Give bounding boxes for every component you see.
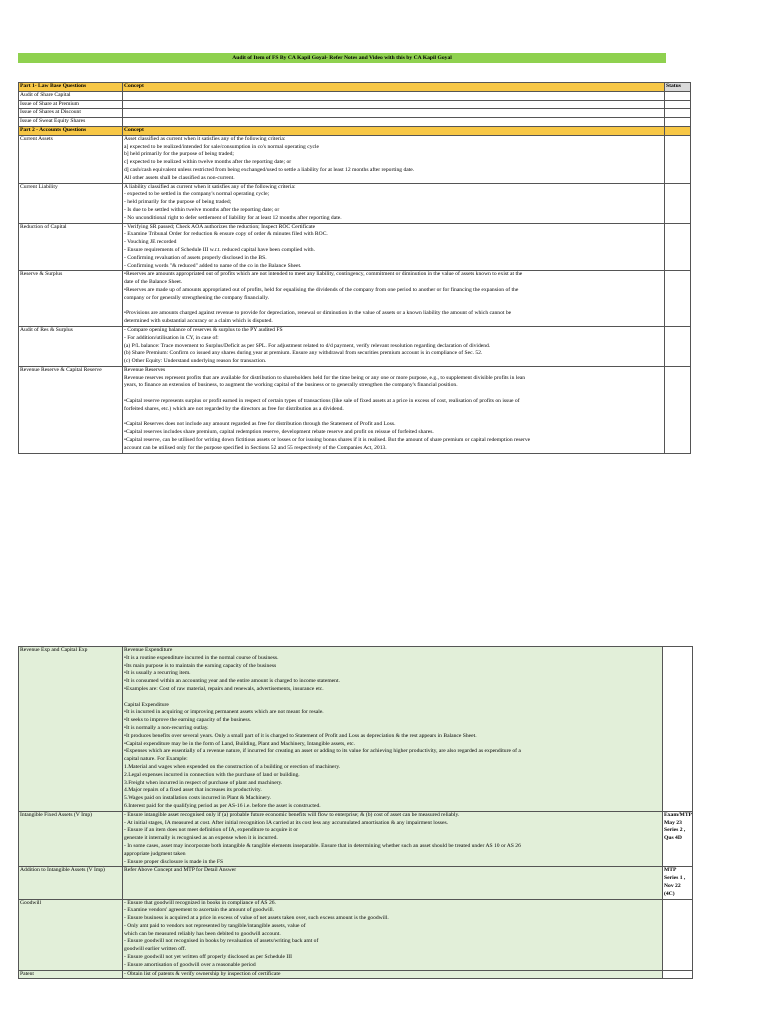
part2-header-row (19, 126, 691, 135)
concept-cell (123, 118, 665, 127)
status-cell (663, 899, 693, 970)
concept-line: d] cash/cash equivalent unless restricted from being exchanged/used to settle a liability for at least 12 months after reporting date. (124, 166, 415, 173)
status-cell (663, 970, 693, 979)
concept-line: •It is normally a non-recurring outlay. (124, 724, 209, 731)
concept-line: a] expected to be realized/intended for sale/consumption in co's normal operating cycle (124, 143, 320, 150)
part1-header: Part 1- Law Base Questions (19, 83, 123, 92)
status-cell (665, 183, 691, 223)
concept-line: - Confirming revaluation of assets properly disclosed in the BS. (124, 254, 267, 261)
status-cell (665, 223, 691, 271)
concept-line: 1.Material and wages when expended on the construction of a building or erection of machinery. (124, 763, 341, 770)
concept-line: date of the Balance Sheet. (124, 279, 183, 286)
topic-cell: Audit of Res & Surplus (19, 326, 123, 366)
table-row (19, 326, 691, 366)
concept-line: 6.Interest paid for the qualifying period as per AS-16 i.e. before the asset is constructed. (124, 802, 321, 809)
status-header: Status (665, 83, 691, 92)
table-row (19, 970, 693, 979)
concept-line: years, to finance an extension of business, to augment the working capital of the business or to generally strengthen the company's financial position. (124, 382, 458, 389)
concept-line: forfeited shares, etc.) which are not regarded by the directors as free for distribution as a dividend. (124, 405, 344, 412)
concept-line: capital nature. For Example: (124, 756, 188, 763)
topic-cell: Current Liability (19, 183, 123, 223)
concept-line: - expected to be settled in the company's normal operating cycle; (124, 191, 270, 198)
concept-line: •It is incurred in acquiring or improving permanent assets which are not meant for resale. (124, 709, 324, 716)
concept-line: Capital Expenditure (124, 701, 169, 708)
concept-line: - Ensure requirements of Schedule III w.r.t. reduced capital have been complied with. (124, 246, 315, 253)
status-cell (663, 647, 693, 812)
concept-line: - Ensure goodwill not yet written off properly disclosed as per Schedule III (124, 954, 292, 961)
concept-line: goodwill earlier written off. (124, 946, 187, 953)
accounts-questions-table (18, 82, 691, 454)
status-header (665, 126, 691, 135)
concept-line: •Examples are: Cost of raw material, repairs and renewals, advertisements, insurance etc. (124, 685, 324, 692)
concept-line: •Capital expenditure may be in the form of Land, Building, Plant and Machinery, Intangible assets, etc. (124, 740, 355, 747)
concept-line: - Ensure amortisation of goodwill over a reasonable period (124, 961, 256, 968)
status-cell: MTP Series 1 , Nov 22 (4C) (663, 867, 693, 899)
concept-line: •Its main purpose is to maintain the earning capacity of the business (124, 662, 277, 669)
concept-line: •Provisions are amounts charged against revenue to provide for depreciation, renewal or diminution in the value of assets or a known liability the amount of which cannot be (124, 310, 512, 317)
concept-line: •Capital Reserves does not include any amount regarded as free for distribution through the Statement of Profit and Loss. (124, 421, 396, 428)
concept-line: •Capital reserve represents surplus or profit earned in respect of certain types of transactions (like sale of fixed assets at a price in excess of cost, realisation of profits on issue of (124, 398, 520, 405)
table-row (19, 183, 691, 223)
concept-line: - For addition/utilisation in CY, in case of: (124, 334, 219, 341)
concept-cell (123, 366, 665, 453)
concept-line: •It is a routine expenditure incurred in the normal course of business. (124, 654, 279, 661)
concept-line: - Ensure proper disclosure is made in the FS (124, 858, 224, 865)
table-row (19, 109, 691, 118)
concept-line: - Ensure if an item does not meet definition of IA, expenditure to acquire it or (124, 827, 298, 834)
concept-line: •Reserves are made up of amounts appropriated out of profits, held for equalising the dividends of the company from one period to another or for financing the expansion of the (124, 286, 519, 293)
concept-line: Revenue Expenditure (124, 647, 173, 653)
concept-line: - Obtain list of patents & verify ownership by inspection of certificate (124, 970, 281, 977)
concept-line: (a) P/L balance: Trace movement to Surplus/Deficit as per SPL. For adjustment related to d/d payment, verify relevant resolution regarding declaration of dividend. (124, 342, 491, 349)
concept-line: account can be utilised only for the purpose specified in Sections 52 and 55 respectively of the Companies Act, 2013. (124, 444, 387, 451)
topic-cell: Patent (19, 970, 123, 979)
topic-cell: Issue of Sweat Equity Shares (19, 118, 123, 127)
concept-cell (123, 135, 665, 183)
document-title: Audit of Item of FS By CA Kapil Goyal- Refer Notes and Video with this by CA Kapil Goyal (18, 53, 666, 63)
table-row (19, 271, 691, 327)
status-cell (665, 271, 691, 327)
concept-line: Refer Above Concept and MTP for Detail Answer (124, 867, 237, 874)
concept-cell (123, 811, 663, 867)
table-row (19, 91, 691, 100)
concept-line: - Vouching JE recorded (124, 239, 177, 246)
topic-cell: Issue of Share at Premium (19, 100, 123, 109)
concept-cell (123, 183, 665, 223)
concept-cell (123, 271, 665, 327)
table-row (19, 899, 693, 970)
concept-cell (123, 899, 663, 970)
status-cell (665, 100, 691, 109)
concept-line: •It is usually a recurring item. (124, 670, 191, 677)
concept-line: generate it internally is recognised as an expense when it is incurred. (124, 835, 278, 842)
concept-line: •Capital reserves includes share premium, capital redemption reserve, development rebate reserve and profit on reissue of forfeited shares. (124, 429, 434, 436)
concept-line: All other assets shall be classified as non-current. (124, 174, 235, 181)
table-row (19, 366, 691, 453)
topic-cell: Reduction of Capital (19, 223, 123, 271)
concept-line: Revenue Reserves (124, 366, 166, 373)
concept-line: b] held primarily for the purpose of being traded; (124, 151, 234, 158)
concept-line: - Examine vendors' agreement to ascertain the amount of goodwill. (124, 907, 275, 914)
concept-line: - Verifying SR passed; Check AOA authorizes the reduction; Inspect ROC Certificate (124, 223, 316, 230)
table-row (19, 867, 693, 899)
status-cell (665, 91, 691, 100)
concept-cell (123, 867, 663, 899)
concept-line: determined with substantial accuracy or a claim which is disputed. (124, 318, 273, 325)
concept-line: •Capital reserve, can be utilised for writing down fictitious assets or losses or for issuing bonus shares if it is realised. But the amount of share premium or capital redemption reserve (124, 437, 531, 444)
concept-line: - Ensure intangible asset recognised only if (a) probable future economic benefits will flow to enterprise; & (b) cost of asset can be measured reliably. (124, 811, 460, 818)
concept-line: Asset classified as current when it satisfies any of the following criteria: (124, 135, 286, 142)
topic-cell: Issue of Shares at Discount (19, 109, 123, 118)
concept-cell (123, 326, 665, 366)
concept-cell (123, 109, 665, 118)
table-row (19, 811, 693, 867)
concept-cell (123, 100, 665, 109)
concept-line: which can be measured reliably has been debited to goodwill account. (124, 930, 281, 937)
concept-line: •It produces benefits over several years. Only a small part of it is charged to Statement of Profit and Loss as depreciation & the rest appears in Balance Sheet. (124, 732, 477, 739)
concept-cell (123, 223, 665, 271)
concept-cell (123, 970, 663, 979)
concept-line: •Reserves are amounts appropriated out of profits which are not intended to meet any liability, contingency, commitment or diminution in the value of assets known to exist at the (124, 271, 523, 278)
concept-line: Revenue reserves represent profits that are available for distribution to shareholders held for the time being or any one or more purpose, e.g., to supplement divisible profits in lean (124, 374, 526, 381)
concept-line: 4.Major repairs of a fixed asset that increases its productivity. (124, 787, 262, 794)
concept-line: - Ensure business is acquired at a price in excess of value of net assets taken over, such excess amount is the goodwill. (124, 915, 389, 922)
concept-line: - Ensure that goodwill recognized in books in compliance of AS 26. (124, 899, 276, 906)
concept-line: - Examine Tribunal Order for reduction & ensure copy of order & minutes filed with ROC. (124, 231, 328, 238)
concept-line: A liability classified as current when it satisfies any of the following criteria: (124, 183, 296, 190)
topic-cell: Audit of Share Capital (19, 91, 123, 100)
concept-line: - At initial stages, IA measured at cost. After initial recognition IA carried at its cost less any accumulated amortisation & any impairment losses. (124, 819, 449, 826)
concept-line: (c) Other Equity: Understand underlying reason for transaction. (124, 358, 267, 365)
concept-line: 3.Freight when incurred in respect of purchase of plant and machinery. (124, 779, 283, 786)
part1-header-row (19, 83, 691, 92)
concept-line: - In some cases, asset may incorporate both intangible & tangible elements inseparable. Ensure that in determining whether such an asset should be treated under AS 10 or AS 26 (124, 842, 521, 849)
concept-line: 2.Legal expenses incurred in connection with the purchase of land or building. (124, 771, 300, 778)
concept-cell (123, 91, 665, 100)
topic-cell: Current Assets (19, 135, 123, 183)
part2-header: Part 2 - Accounts Questions (19, 126, 123, 135)
status-cell: Exam/MTP May 23 Series 2 , Qus 4D (663, 811, 693, 867)
concept-line: appropriate judgment taken (124, 850, 186, 857)
concept-line: - Is due to be settled within twelve months after the reporting date; or (124, 206, 280, 213)
table-row (19, 223, 691, 271)
concept-line: 5.Wages paid on installation costs incurred in Plant & Machinery. (124, 795, 271, 802)
table-row (19, 100, 691, 109)
concept-line: (b) Share Premium: Confirm co issued any shares during year at premium. Ensure any withdrawal from securities premium account is in compliance of Sec. 52. (124, 350, 483, 357)
status-cell (665, 326, 691, 366)
topic-cell: Revenue Reserve & Capital Reserve (19, 366, 123, 453)
table-row (19, 135, 691, 183)
concept-line: company or for generally strengthening the company financially. (124, 294, 270, 301)
table-row (19, 118, 691, 127)
concept-line: - Ensure goodwill not recognised in books by revaluation of assets/writing back amt of (124, 938, 319, 945)
concept-cell (123, 647, 663, 812)
concept-line: •It seeks to improve the earning capacity of the business. (124, 717, 252, 724)
concept-line: - Only amt paid to vendors not represented by tangible/intangible assets, value of (124, 922, 306, 929)
concept-line: - held primarily for the purpose of being traded; (124, 199, 232, 206)
concept-line: •It is consumed within an accounting year and the entire amount is charged to income statement. (124, 678, 340, 685)
accounts-questions-table-page2 (18, 646, 693, 979)
concept-header: Concept (123, 83, 665, 92)
status-cell (665, 118, 691, 127)
concept-header: Concept (123, 126, 665, 135)
topic-cell: Revenue Exp and Capital Exp (19, 647, 123, 812)
table-row (19, 647, 693, 812)
concept-line (124, 390, 663, 398)
concept-line: c] expected to be realized within twelve months after the reporting date; or (124, 159, 292, 166)
status-cell (665, 109, 691, 118)
topic-cell: Intangible Fixed Assets (V Imp) (19, 811, 123, 867)
status-cell (665, 366, 691, 453)
topic-cell: Reserve & Surplus (19, 271, 123, 327)
concept-line: - Compare opening balance of reserves & surplus to the PY audited FS (124, 326, 283, 333)
concept-line: •Expenses which are essentially of a revenue nature, if incurred for creating an asset or adding to its value for achieving higher productivity, are also regarded as expenditure of a (124, 748, 521, 755)
concept-line: - Confirming words "& reduced" added to name of the co in the Balance Sheet. (124, 262, 302, 269)
status-cell (665, 135, 691, 183)
topic-cell: Goodwill (19, 899, 123, 970)
concept-line (124, 694, 661, 702)
concept-line: - No unconditional right to defer settlement of liability for at least 12 months after reporting date. (124, 214, 342, 221)
topic-cell: Addition to Intangible Assets (V Imp) (19, 867, 123, 899)
